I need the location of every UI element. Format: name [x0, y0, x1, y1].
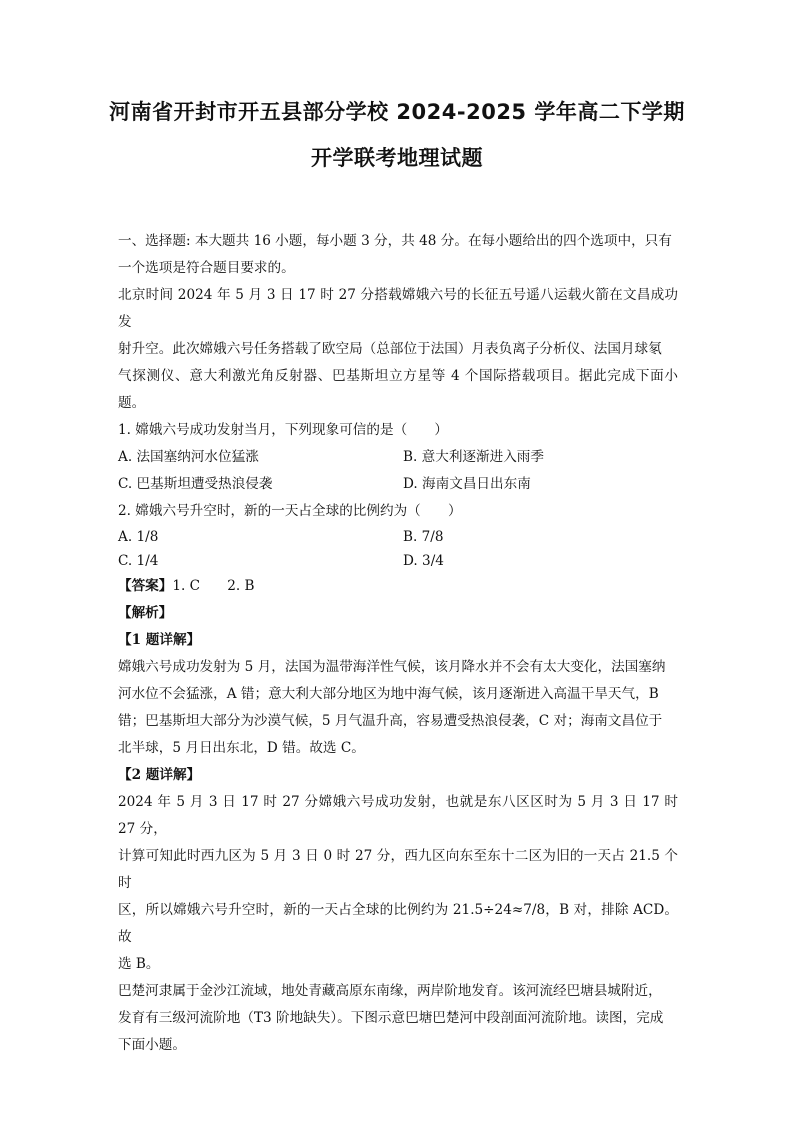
question2-option-d: D. 3/4 — [403, 553, 444, 569]
detail1-line1: 嫦娥六号成功发射为 5 月，法国为温带海洋性气候，该月降水并不会有太大变化，法国塞纳 — [118, 659, 666, 675]
detail1-line3: 错；巴基斯坦大部分为沙漠气候，5 月气温升高，容易遭受热浪侵袭，C 对；海南文昌位于 — [118, 713, 663, 729]
detail1-line4: 北半球，5 月日出东北，D 错。故选 C。 — [118, 740, 365, 756]
document-title-line2: 开学联考地理试题 — [311, 146, 483, 170]
question2-options-row2 — [118, 549, 678, 573]
analysis-label: 【解析】 — [118, 605, 173, 621]
section-intro-line2: 一个选项是符合题目要求的。 — [118, 260, 295, 276]
passage2-line3: 下面小题。 — [118, 1037, 186, 1053]
question2-stem: 2. 嫦娥六号升空时，新的一天占全球的比例约为（ ） — [118, 503, 462, 519]
question1-options-row1 — [118, 444, 678, 471]
passage1-line1: 北京时间 2024 年 5 月 3 日 17 时 27 分搭载嫦娥六号的长征五号遥八运载火箭在文昌成功发 — [118, 287, 678, 330]
passage2-line1: 巴楚河隶属于金沙江流域，地处青藏高原东南缘，两岸阶地发育。该河流经巴塘县城附近， — [118, 983, 662, 999]
detail2-line2: 计算可知此时西九区为 5 月 3 日 0 时 27 分，西九区向东至东十二区为旧的一天占 21.5 个时 — [118, 848, 678, 891]
question1-option-d: D. 海南文昌日出东南 — [403, 476, 531, 492]
question1-option-a: A. 法国塞纳河水位猛涨 — [118, 449, 259, 465]
answer-line — [118, 573, 678, 600]
detail1-line2: 河水位不会猛涨，A 错；意大利大部分地区为地中海气候，该月逐渐进入高温干旱天气，B — [118, 686, 659, 702]
question1-option-b: B. 意大利逐渐进入雨季 — [403, 449, 544, 465]
question1-options-row2 — [118, 471, 678, 498]
question2-option-b: B. 7/8 — [403, 529, 444, 545]
question1-option-c: C. 巴基斯坦遭受热浪侵袭 — [118, 476, 273, 492]
question2-options-row1 — [118, 525, 678, 549]
detail2-line4: 选 B。 — [118, 956, 160, 972]
question2-option-a: A. 1/8 — [118, 529, 159, 545]
passage2-line2: 发育有三级河流阶地（T3 阶地缺失）。下图示意巴塘巴楚河中段剖面河流阶地。读图，完成 — [118, 1010, 664, 1026]
question2-option-c: C. 1/4 — [118, 553, 159, 569]
passage1-line2: 射升空。此次嫦娥六号任务搭载了欧空局（总部位于法国）月表负离子分析仪、法国月球氡 — [118, 341, 662, 357]
answer-value: 1. C 2. B — [172, 578, 255, 594]
answer-label: 【答案】 — [118, 578, 173, 594]
passage1-line3: 气探测仪、意大利激光角反射器、巴基斯坦立方星等 4 个国际搭载项目。据此完成下面小题。 — [118, 368, 678, 411]
question1-stem: 1. 嫦娥六号成功发射当月，下列现象可信的是（ ） — [118, 422, 448, 438]
detail2-line1: 2024 年 5 月 3 日 17 时 27 分嫦娥六号成功发射，也就是东八区区时为 5 月 3 日 17 时 27 分， — [118, 794, 678, 837]
detail1-label: 【1 题详解】 — [118, 632, 201, 648]
detail2-label: 【2 题详解】 — [118, 767, 201, 783]
document-title-line1: 河南省开封市开五县部分学校 2024-2025 学年高二下学期 — [109, 100, 685, 124]
section-intro-line1: 一、选择题: 本大题共 16 小题，每小题 3 分，共 48 分。在每小题给出的四个选项中，只有 — [118, 233, 672, 249]
document-body — [118, 228, 678, 1059]
detail2-line3: 区，所以嫦娥六号升空时，新的一天占全球的比例约为 21.5÷24≈7/8，B 对，排除 ACD。故 — [118, 902, 678, 945]
